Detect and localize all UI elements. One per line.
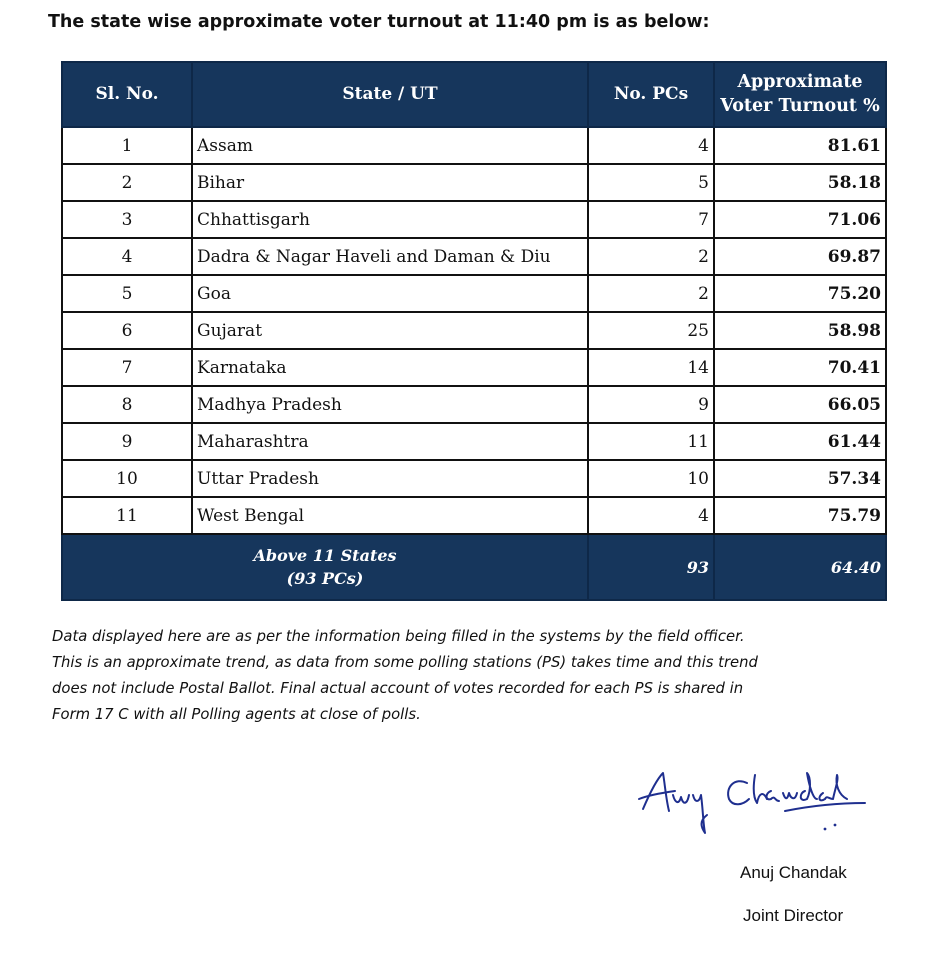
cell-sl-no: 11 — [62, 497, 192, 534]
table-row — [62, 164, 886, 201]
disclaimer-note — [52, 624, 862, 728]
cell-turnout: 69.87 — [714, 238, 886, 275]
table-row — [62, 460, 886, 497]
cell-state: West Bengal — [192, 497, 588, 534]
cell-turnout: 70.41 — [714, 349, 886, 386]
col-header-turnout — [714, 62, 886, 127]
cell-turnout: 61.44 — [714, 423, 886, 460]
total-pcs: 93 — [588, 534, 714, 600]
table-row — [62, 497, 886, 534]
cell-state: Assam — [192, 127, 588, 164]
table-header-row — [62, 62, 886, 127]
table-row — [62, 349, 886, 386]
cell-sl-no: 4 — [62, 238, 192, 275]
cell-pcs: 11 — [588, 423, 714, 460]
table-row — [62, 275, 886, 312]
cell-turnout: 71.06 — [714, 201, 886, 238]
cell-state: Madhya Pradesh — [192, 386, 588, 423]
cell-sl-no: 7 — [62, 349, 192, 386]
voter-turnout-table — [61, 61, 887, 601]
table-row — [62, 127, 886, 164]
cell-turnout: 81.61 — [714, 127, 886, 164]
total-label — [62, 534, 588, 600]
col-header-turnout-line2: Voter Turnout % — [720, 95, 880, 116]
col-header-state: State / UT — [192, 62, 588, 127]
cell-turnout: 75.20 — [714, 275, 886, 312]
cell-state: Gujarat — [192, 312, 588, 349]
cell-turnout: 75.79 — [714, 497, 886, 534]
total-label-line2: (93 PCs) — [286, 569, 364, 588]
signatory-designation: Joint Director — [743, 906, 844, 925]
table-row — [62, 423, 886, 460]
cell-state: Uttar Pradesh — [192, 460, 588, 497]
table-row — [62, 238, 886, 275]
cell-state: Karnataka — [192, 349, 588, 386]
note-line: does not include Postal Ballot. Final actual account of votes recorded for each PS is shared in — [52, 680, 744, 697]
cell-state: Dadra & Nagar Haveli and Daman & Diu — [192, 238, 588, 275]
handwritten-signature — [635, 765, 875, 850]
cell-state: Goa — [192, 275, 588, 312]
cell-state: Chhattisgarh — [192, 201, 588, 238]
table-row — [62, 201, 886, 238]
cell-sl-no: 1 — [62, 127, 192, 164]
cell-pcs: 25 — [588, 312, 714, 349]
cell-sl-no: 6 — [62, 312, 192, 349]
cell-turnout: 57.34 — [714, 460, 886, 497]
cell-turnout: 58.98 — [714, 312, 886, 349]
table-body — [62, 127, 886, 534]
table-row — [62, 386, 886, 423]
cell-pcs: 2 — [588, 275, 714, 312]
cell-state: Bihar — [192, 164, 588, 201]
page-heading: The state wise approximate voter turnout at 11:40 pm is as below: — [48, 12, 710, 32]
cell-pcs: 4 — [588, 127, 714, 164]
cell-pcs: 4 — [588, 497, 714, 534]
note-line: Form 17 C with all Polling agents at close of polls. — [52, 706, 421, 723]
cell-sl-no: 8 — [62, 386, 192, 423]
cell-pcs: 9 — [588, 386, 714, 423]
cell-turnout: 66.05 — [714, 386, 886, 423]
cell-pcs: 5 — [588, 164, 714, 201]
cell-pcs: 14 — [588, 349, 714, 386]
cell-state: Maharashtra — [192, 423, 588, 460]
cell-pcs: 7 — [588, 201, 714, 238]
col-header-pcs: No. PCs — [588, 62, 714, 127]
cell-pcs: 2 — [588, 238, 714, 275]
cell-sl-no: 2 — [62, 164, 192, 201]
table-row — [62, 312, 886, 349]
note-line: Data displayed here are as per the information being filled in the systems by the field officer. — [52, 628, 745, 645]
total-label-line1: Above 11 States — [253, 545, 397, 565]
cell-turnout: 58.18 — [714, 164, 886, 201]
note-line: This is an approximate trend, as data from some polling stations (PS) takes time and this trend — [52, 654, 758, 671]
cell-sl-no: 3 — [62, 201, 192, 238]
cell-sl-no: 10 — [62, 460, 192, 497]
total-row — [62, 534, 886, 600]
total-turnout: 64.40 — [714, 534, 886, 600]
cell-sl-no: 5 — [62, 275, 192, 312]
signatory-name: Anuj Chandak — [740, 863, 847, 882]
col-header-sl-no: Sl. No. — [62, 62, 192, 127]
signature-image — [635, 765, 875, 845]
cell-sl-no: 9 — [62, 423, 192, 460]
col-header-turnout-line1: Approximate — [737, 71, 863, 92]
cell-pcs: 10 — [588, 460, 714, 497]
